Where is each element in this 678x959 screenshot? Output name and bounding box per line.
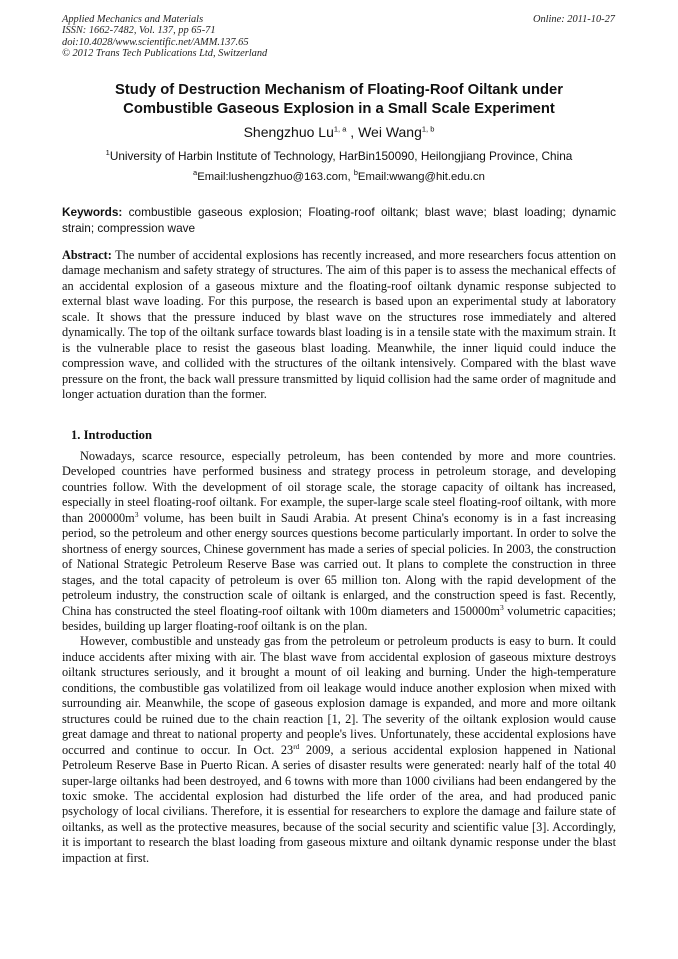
body-paragraph — [62, 449, 616, 634]
author-separator: , — [346, 124, 359, 140]
paragraph-text: volumetric capacities; besides, building up larger floating-roof oiltank is on the plan. — [62, 603, 617, 633]
abstract-paragraph — [62, 248, 616, 403]
superscript: 3 — [499, 602, 504, 612]
abstract-text: The number of accidental explosions has recently increased, and more researchers focus attention on damage mechanism and safety strategy of structures. The aim of this paper is to assess the mechanical effects of an accidental explosion of a gaseous mixture and the floating-roof oiltank dynamic response subjected to external blast wave loading. For this purpose, the research is based upon an experimental study at laboratory scale. It shows that the pressure induced by blast wave on the structures rose immediately and altered dynamically. The top of the oiltank surface towards blast loading is in a tensile state with the maximum strain. It is the vulnerable place to resist the gaseous blast loading. Meanwhile, the inner liquid could induce the compression wave, and collided with the structures of the oiltank intensively. Compared with the blast wave pressure on the front, the back wall pressure transmitted by liquid collision had the same order of magnitude and longer actuation duration than the former. — [62, 248, 616, 402]
affiliation-text: University of Harbin Institute of Technology, HarBin150090, Heilongjiang Province, China — [109, 149, 573, 163]
author-superscript: 1, a — [333, 124, 347, 134]
abstract — [62, 248, 616, 403]
paragraph-text: 2009, a serious accidental explosion happened in National Petroleum Reserve Base in Puerto Rican. A series of disaster results were generated: nearly half of the total 40 super-large oiltanks had been destroyed, and 6 towns with more than 1000 civilians had been endangered by the toxic smoke. The accidental explosion had disturbed the life order of the area, and had produced panic psychology of local civilians. Therefore, it is essential for researchers to explore the damage and failure state of oiltanks, as well as the protective measures, because of the social security and scientific value [3]. Accordingly, it is important to research the blast loading from gaseous mixture and oiltank dynamic response under the blast impaction at first. — [62, 742, 616, 865]
journal-issn: ISSN: 1662-7482, Vol. 137, pp 65-71 — [62, 25, 216, 37]
superscript: rd — [293, 741, 300, 751]
title-line-2: Combustible Gaseous Explosion in a Small Scale Experiment — [123, 101, 555, 117]
author-superscript: 1, b — [421, 124, 435, 134]
journal-header — [62, 14, 267, 60]
keywords-label: Keywords: — [62, 205, 123, 219]
keywords-text: combustible gaseous explosion; Floating-roof oiltank; blast wave; blast loading; dynamic strain; compression wave — [62, 205, 616, 235]
affiliation-superscript: 1 — [105, 148, 110, 158]
author-name: Shengzhuo Lu — [243, 124, 334, 140]
abstract-label: Abstract: — [62, 248, 112, 262]
introduction-body — [62, 449, 616, 866]
email-superscript: a — [193, 168, 198, 178]
journal-doi: doi:10.4028/www.scientific.net/AMM.137.65 — [62, 36, 249, 48]
paper-title — [62, 81, 616, 119]
journal-copyright: © 2012 Trans Tech Publications Ltd, Switzerland — [62, 48, 268, 60]
author-emails — [62, 170, 616, 185]
keywords — [62, 205, 616, 236]
online-date: Online: 2011-10-27 — [532, 14, 615, 25]
body-paragraph — [62, 634, 616, 866]
paragraph-text: volume, has been built in Saudi Arabia. At present China's economy is in a fast increasing period, so the petroleum and other energy sources questions become particularly important. In order to solve the shortness of energy sources, Chinese government has made a series of special policies. In 2003, the construction of National Strategic Petroleum Reserve Base was carried out. It plans to complete the construction in three stages, and the total capacity of petroleum is over 65 million ton. Along with the rapid development of the petroleum industry, the construction scale of oiltank is enlarged, and the construction speed is fast. Recently, China has constructed the steel floating-roof oiltank with 100m diameters and 150000m — [62, 510, 616, 618]
email-text: Email:wwang@hit.edu.cn — [357, 171, 485, 183]
paragraph-text: Nowadays, scarce resource, especially petroleum, has been contended by more and more countries. Developed countries have performed business and strategy process in petroleum storage, and developing countries follow. With the development of oil storage scale, the storage capacity of oiltank has increased, especially in steel floating-roof oiltank. For example, the super-large scale steel floating-roof oiltank, with more than 200000m — [62, 449, 616, 525]
author-list — [62, 123, 616, 141]
title-line-1: Study of Destruction Mechanism of Floating-Roof Oiltank under — [114, 82, 564, 98]
journal-name: Applied Mechanics and Materials — [62, 14, 204, 25]
author-name: Wei Wang — [358, 124, 422, 140]
paragraph-text: However, combustible and unsteady gas from the petroleum or petroleum products is easy to burn. It could induce accidents after mixing with air. The blast wave from accidental explosion of gaseous mixture destroys oiltank structures seriously, and it brought a mount of oil leaking and burning. Under the high-temperature conditions, the combustible gas volatilized from oil leakage would induce another explosion when mixed with surrounding air. Meanwhile, the scope of gaseous explosion damage is expanded, and more and more oiltank structures could be ruined due to the chain reaction [1, 2]. The severity of the oiltank explosion would cause great damage and threat to national property and people's lives. Unfortunately, these accidental explosions have occurred and continue to occur. In Oct. 23 — [62, 634, 616, 757]
superscript: 3 — [134, 509, 139, 519]
section-heading: 1. Introduction — [71, 428, 152, 442]
email-text: Email:lushengzhuo@163.com, — [197, 171, 354, 183]
affiliation — [62, 149, 616, 164]
email-superscript: b — [353, 168, 358, 178]
